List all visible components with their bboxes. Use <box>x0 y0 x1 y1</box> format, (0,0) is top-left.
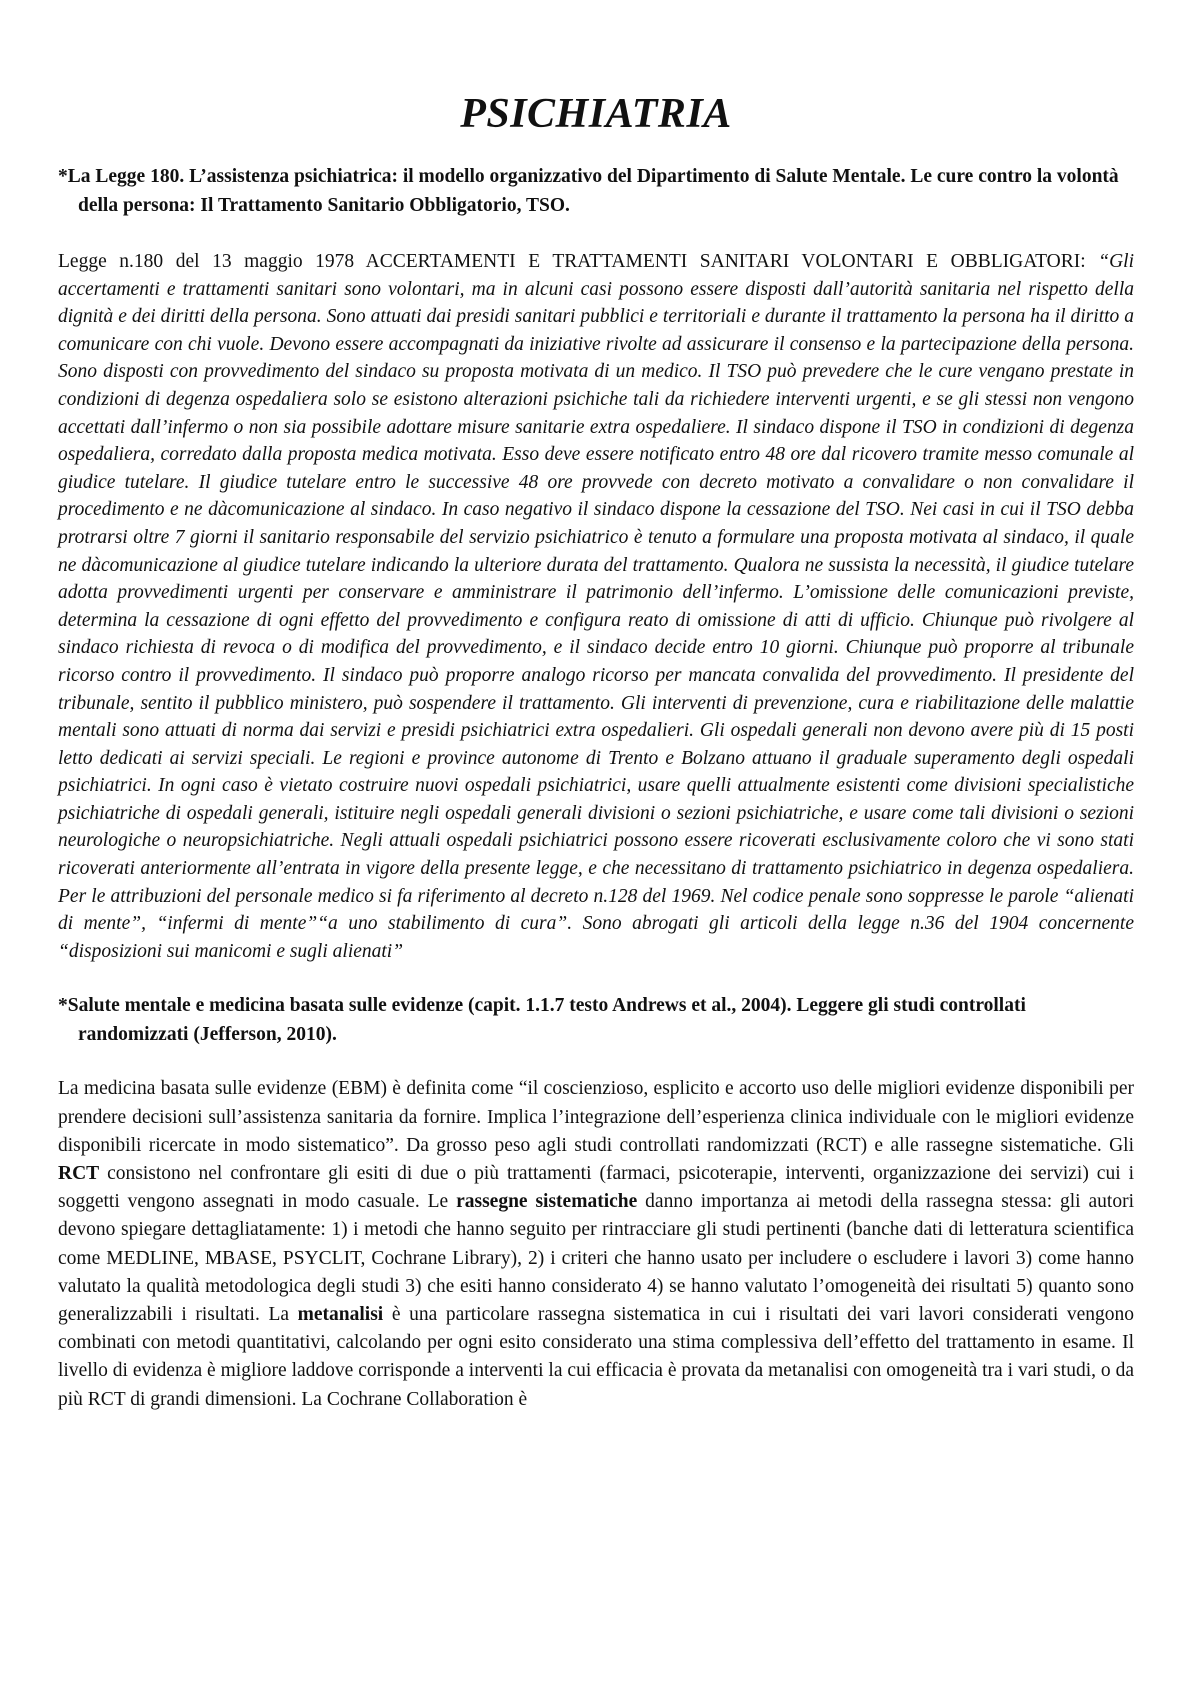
section-heading-legge-180: *La Legge 180. L’assistenza psichiatrica: il modello organizzativo del Dipartimento di Salute Mentale. Le cure contro la volontà della persona: Il Trattamento Sanitario Obbligatorio, TSO. <box>58 166 1119 216</box>
term-rct: RCT <box>58 1163 100 1185</box>
section-heading-ebm: *Salute mentale e medicina basata sulle evidenze (capit. 1.1.7 testo Andrews et al., 2004). Leggere gli studi controllati randomizzati (Jefferson, 2010). <box>58 995 1026 1046</box>
ebm-text-3: danno importanza ai metodi della rassegna stessa: gli autori devono spiegare dettagliatamente: 1) i metodi che hanno seguito per rintracciare gli studi pertinenti (banche dati di letteratura scientifica come MEDLINE, MBASE, PSYCLIT, Cochrane Library), 2) i criteri che hanno usato per includere o escludere i lavori 3) come hanno valutato la qualità metodologica degli studi 3) che esiti hanno considerato 4) se hanno valutato l’omogeneità dei risultati 5) quanto sono generalizzabili i risultati. La <box>58 1191 1134 1326</box>
ebm-text-4: è una particolare rassegna sistematica in cui i risultati dei vari lavori considerati vengono combinati con metodi quantitativi, calcolando per ogni esito considerato una stima complessiva dell’effetto del trattamento in esame. Il livello di evidenza è migliore laddove corrisponde a interventi la cui efficacia è provata da metanalisi con omogeneità tra i vari studi, o da più RCT di grandi dimensioni. La Cochrane Collaboration è <box>58 1304 1134 1410</box>
law-reference: Legge n.180 del 13 maggio 1978 ACCERTAMENTI E TRATTAMENTI SANITARI VOLONTARI E OBBLIGATORI: <box>58 251 1099 272</box>
ebm-text-1: La medicina basata sulle evidenze (EBM) è definita come “il coscienzioso, esplicito e accorto uso delle migliori evidenze disponibili per prendere decisioni sull’assistenza sanitaria da fornire. Implica l’integrazione dell’esperienza clinica individuale con le migliori evidenze disponibili ricercate in modo sistematico”. Da grosso peso agli studi controllati randomizzati (RCT) e alle rassegne sistematiche. Gli <box>58 1078 1134 1156</box>
page-title: PSICHIATRIA <box>460 91 732 137</box>
law-quote: “Gli accertamenti e trattamenti sanitari sono volontari, ma in alcuni casi possono essere disposti dall’autorità sanitaria nel rispetto della dignità e dei diritti della persona. Sono attuati dai presidi sanitari pubblici e territoriali e durante il trattamento la persona ha il diritto a comunicare con chi vuole. Devono essere accompagnati da iniziative rivolte ad assicurare il consenso e la partecipazione della persona. Sono disposti con provvedimento del sindaco su proposta motivata di un medico. Il TSO può prevedere che le cure vengano prestate in condizioni di degenza ospedaliera solo se esistono alterazioni psichiche tali da richiedere interventi urgenti, e se gli stessi non vengono accettati dall’infermo o non sia possibile adottare misure sanitarie extra ospedaliere. Il sindaco dispone il TSO in condizioni di degenza ospedaliera, corredato dalla proposta medica motivata. Esso deve essere notificato entro 48 ore dal ricovero tramite messo comunale al giudice tutelare. Il giudice tutelare entro le successive 48 ore provvede con decreto motivato a convalidare o non convalidare il procedimento e ne dàcomunicazione al sindaco. In caso negativo il sindaco dispone la cessazione del TSO. Nei casi in cui il TSO debba protrarsi oltre 7 giorni il sanitario responsabile del servizio psichiatrico è tenuto a formulare una proposta motivata al sindaco, il quale ne dàcomunicazione al giudice tutelare indicando la ulteriore durata del trattamento. Qualora ne sussista la necessità, il giudice tutelare adotta provvedimenti urgenti per conservare e amministrare il patrimonio dell’infermo. L’omissione delle comunicazioni previste, determina la cessazione di ogni effetto del provvedimento e configura reato di omissione di atti di ufficio. Chiunque può rivolgere al sindaco richiesta di revoca o di modifica del provvedimento, e il sindaco decide entro 10 giorni. Chiunque può proporre al tribunale ricorso contro il provvedimento. Il sindaco può proporre analogo ricorso per mancata convalida del provvedimento. Il presidente del tribunale, sentito il pubblico ministero, può sospendere il trattamento. Gli interventi di prevenzione, cura e riabilitazione delle malattie mentali sono attuati di norma dai servizi e presidi psichiatrici extra ospedalieri. Gli ospedali generali non devono avere più di 15 posti letto dedicati ai servizi speciali. Le regioni e province autonome di Trento e Bolzano attuano il graduale superamento degli ospedali psichiatrici. In ogni caso è vietato costruire nuovi ospedali psichiatrici, usare quelli attualmente esistenti come divisioni specialistiche psichiatriche di ospedali generali, istituire negli ospedali generali divisioni o sezioni psichiatriche, e usare come tali divisioni o sezioni neurologiche o neuropsichiatriche. Negli attuali ospedali psichiatrici possono essere ricoverati esclusivamente coloro che vi sono stati ricoverati anteriormente all’entrata in vigore della presente legge, e che necessitano di trattamento psichiatrico in degenza ospedaliera. Per le attribuzioni del personale medico si fa riferimento al decreto n.128 del 1969. Nel codice penale sono soppresse le parole “alienati di mente”, “infermi di mente”“a uno stabilimento di cura”. Sono abrogati gli articoli della legge n.36 del 1904 concernente “disposizioni sui manicomi e sugli alienati” <box>58 251 1134 962</box>
ebm-paragraph <box>58 1075 1134 1413</box>
law-paragraph <box>58 248 1134 965</box>
term-metanalysis: metanalisi <box>297 1304 384 1326</box>
ebm-text-2: consistono nel confrontare gli esiti di due o più trattamenti (farmaci, psicoterapie, interventi, organizzazione dei servizi) cui i soggetti vengono assegnati in modo casuale. Le <box>58 1163 1134 1213</box>
term-systematic-reviews: rassegne sistematiche <box>456 1191 638 1213</box>
